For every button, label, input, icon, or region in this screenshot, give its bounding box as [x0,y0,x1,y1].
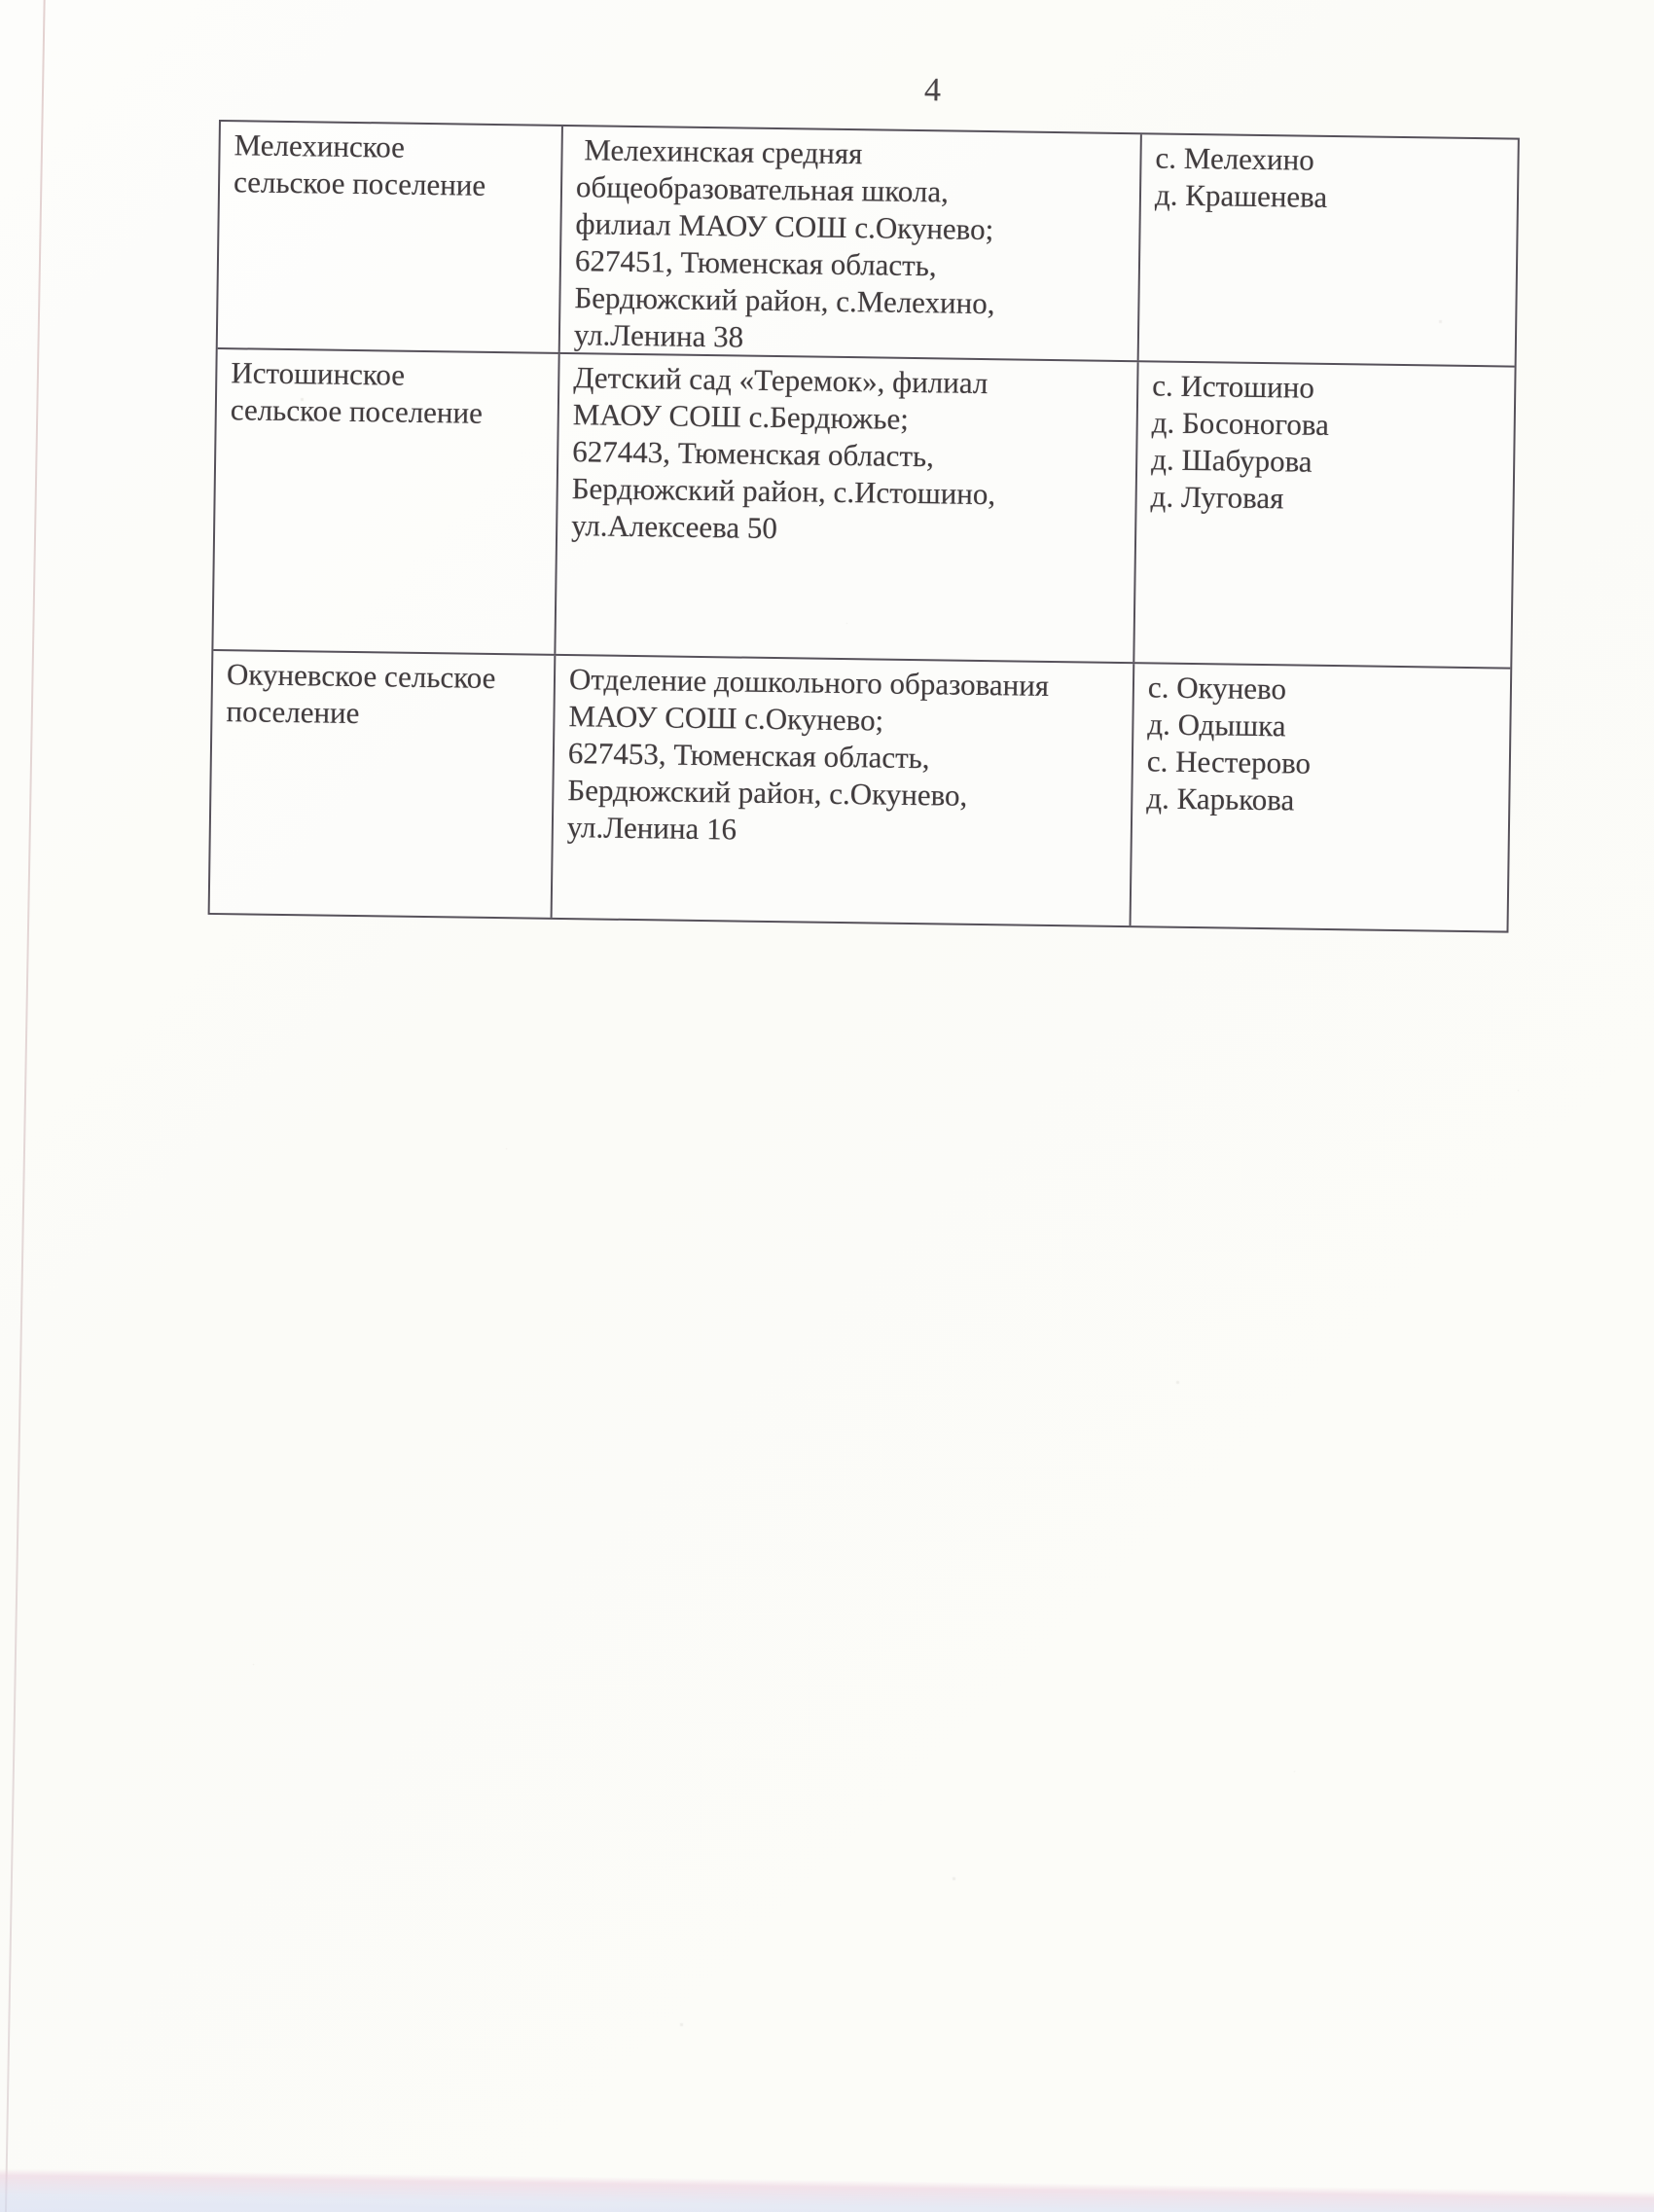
table-row [210,649,1511,931]
settlement-cell: Истошинское сельское поселение [230,355,484,430]
settlements-table [208,120,1520,933]
settlement-cell: Окуневское сельское поселение [226,657,496,731]
table-row [218,122,1518,366]
institution-address-cell: Мелехинская средняя общеобразовательная школа, филиал МАОУ СОШ с.Окунево; 627451, Тюменская область, Бердюжский район, с.Мелехино, ул.Ленина 38 [558,127,1140,360]
table-row [213,347,1514,668]
scan-noise-speckles [0,0,1,1]
localities-cell: с. Истошино д. Босоногова д. Шабурова д. Луговая [1133,362,1514,667]
localities-cell: с. Окунево д. Одышка с. Нестерово д. Карькова [1130,664,1511,930]
localities-cell: с. Мелехино д. Крашенева [1137,134,1518,365]
institution-address-cell: Детский сад «Теремок», филиал МАОУ СОШ с.Бердюжье; 627443, Тюменская область, Бердюжский район, с.Истошино, ул.Алексеева 50 [554,354,1136,662]
settlement-cell: Мелехинское сельское поселение [233,127,486,202]
institution-address-cell: Отделение дошкольного образования МАОУ СОШ с.Окунево; 627453, Тюменская область, Бердюжский район, с.Окунево, ул.Ленина 16 [551,656,1133,925]
page-number: 4 [923,72,942,109]
